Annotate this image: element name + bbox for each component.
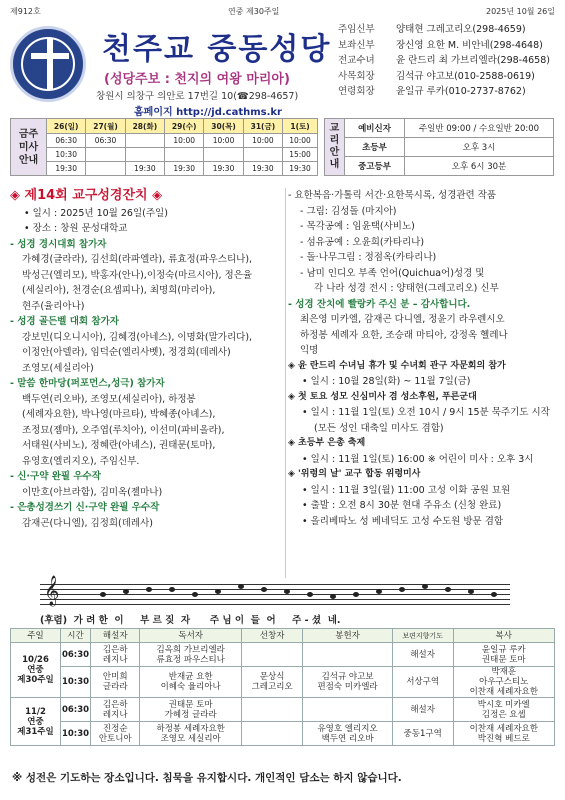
treble-clef-icon: 𝄞 xyxy=(44,576,60,606)
mass-day-header: 1(토) xyxy=(283,119,318,134)
mass-time-cell: 15:00 xyxy=(283,148,318,162)
right-line: 최은영 미카엘, 감재곤 다니엘, 정윤기 라우렌시오 xyxy=(300,314,505,325)
mass-time-cell: 19:30 xyxy=(283,162,318,176)
catechism-group: 중고등부 xyxy=(345,157,405,176)
music-note xyxy=(261,587,267,592)
music-note xyxy=(399,587,405,592)
roster-day: 10/26 연중 제30주일 xyxy=(11,643,61,698)
mass-time-cell: 19:30 xyxy=(125,162,164,176)
left-line: - 신·구약 완필 우수작 xyxy=(10,471,101,482)
left-line: - 말씀 한마당(퍼포먼스,성극) 참가자 xyxy=(10,378,165,389)
left-line: - 성경 경시대회 참가자 xyxy=(10,238,107,250)
roster-cell: 권태문 토마 가혜정 글라라 xyxy=(140,698,241,722)
right-line: • 일시 : 11월 3일(월) 11:00 고성 이화 공원 묘원 xyxy=(302,484,511,496)
music-note xyxy=(422,584,428,589)
left-line: 가혜경(글라라), 김선희(라파엘라), 류효정(파우스티나), xyxy=(22,254,253,265)
music-note xyxy=(169,587,175,592)
right-line: • 일시 : 11월 1일(토) 16:00 ※ 어린이 미사 : 오후 3시 xyxy=(302,453,534,465)
roster-cell: 하정봉 세례자요한 조영모 세실리아 xyxy=(140,722,241,746)
staff-role: 보좌신부 xyxy=(338,39,375,51)
staff-role: 주임신부 xyxy=(338,24,375,35)
music-note xyxy=(468,589,474,594)
right-line: - 그림: 김성돌 (마지아) xyxy=(300,205,397,217)
roster-cell xyxy=(241,643,302,667)
music-note xyxy=(376,589,382,594)
mass-time-cell xyxy=(86,148,125,162)
roster-time: 10:30 xyxy=(61,722,91,746)
roster-row xyxy=(11,698,555,722)
catechism-group: 예비신자 xyxy=(345,119,405,138)
music-note xyxy=(215,589,221,594)
roster-cell: 반재균 요한 이혜숙 율리아나 xyxy=(140,667,241,698)
roster-cell: 김석규 야고보 편점숙 미카엘라 xyxy=(303,667,392,698)
roster-cell: 유영호 엘리지오 백두연 리오바 xyxy=(303,722,392,746)
left-line: 서태원(사비노), 정혜란(아녜스), 권태문(토마), xyxy=(22,440,216,451)
left-line: 유영호(엘리지오), 주임신부. xyxy=(22,455,140,467)
music-note xyxy=(146,587,152,592)
mass-label: 금주 미사 안내 xyxy=(11,119,47,176)
mass-time-cell xyxy=(86,162,125,176)
mass-time-cell: 10:00 xyxy=(243,134,282,148)
staff-line xyxy=(40,584,510,585)
roster-time: 10:30 xyxy=(61,667,91,698)
staff-row xyxy=(338,84,558,100)
mass-time-cell: 06:30 xyxy=(47,134,86,148)
left-line: - 은총성경쓰기 신·구약 완필 우수작 xyxy=(10,502,160,513)
mass-row xyxy=(11,162,318,176)
column-divider xyxy=(285,188,286,578)
left-line: 감재곤(다니엘), 김정희(데레사) xyxy=(22,517,153,529)
staff-name: 윤 란드리 최 가브리엘라(298-4658) xyxy=(396,55,550,66)
staff-line xyxy=(40,589,510,590)
mass-day-header: 31(금) xyxy=(243,119,282,134)
roster-cell: 박재훈 아우구스티노 이찬재 세례자요한 xyxy=(453,667,554,698)
bulletin-date: 2025년 10월 26일 xyxy=(486,7,555,16)
roster-row xyxy=(11,722,555,746)
mass-day-header: 29(수) xyxy=(165,119,204,134)
issue-number: 제912호 xyxy=(10,7,41,16)
music-note xyxy=(445,587,451,592)
roster-cell: 중동1구역 xyxy=(392,722,453,746)
music-note xyxy=(284,589,290,594)
catechism-row xyxy=(325,157,554,176)
right-line: 익명 xyxy=(300,345,319,356)
mass-time-cell: 19:30 xyxy=(204,162,243,176)
staff-name: 장신영 요한 M. 비안네(298-4648) xyxy=(396,39,543,51)
music-note xyxy=(100,592,106,597)
mass-time-cell xyxy=(125,134,164,148)
right-line: ◈ '위령의 날' 교구 합동 위령미사 xyxy=(288,469,421,479)
mass-day-header: 27(월) xyxy=(86,119,125,134)
right-line: • 출발 : 오전 8시 30분 현대 주유소 (신청 완료) xyxy=(302,500,502,511)
music-note xyxy=(491,592,497,597)
mass-time-cell: 10:00 xyxy=(165,134,204,148)
mass-header-row xyxy=(11,119,318,134)
roster-cell xyxy=(241,722,302,746)
staff-role: 사목회장 xyxy=(338,70,375,82)
left-line: - 성경 골든벨 대회 참가자 xyxy=(10,316,119,327)
bulletin-header xyxy=(6,20,559,118)
catechism-label: 교 리 안 내 xyxy=(325,119,345,176)
roster-cell xyxy=(303,643,392,667)
catechism-time: 오후 3시 xyxy=(405,138,554,157)
left-line: 이정안(아델라), 임덕순(엘리사벳), 정경희(데레사) xyxy=(22,347,231,358)
mass-time-cell xyxy=(204,148,243,162)
right-line: ◈ 첫 토요 성모 신심미사 겸 성소후원, 푸른군대 xyxy=(288,391,477,402)
left-line: 박성근(엘리모), 박홍자(안나),이정숙(마르시아), 정은율 xyxy=(22,269,253,281)
liturgical-season: 연중 제30주일 xyxy=(228,7,280,16)
roster-cell: 김옥희 가브리엘라 류효정 파우스티나 xyxy=(140,643,241,667)
right-line: ◈ 초등부 은총 축제 xyxy=(288,438,366,448)
staff-line xyxy=(40,604,510,605)
music-score xyxy=(40,576,520,626)
footer-notice: ※ 성전은 기도하는 장소입니다. 침묵을 유지합시다. 개인적인 담소는 하지 않습니다. xyxy=(12,772,402,784)
right-line: 하정봉 세례자 요한, 조승래 마티아, 강정옥 헬레나 xyxy=(300,329,508,341)
catechism-group: 초등부 xyxy=(345,138,405,157)
left-line: 이만호(아브라함), 김미옥(젤마나) xyxy=(22,486,163,498)
roster-cell xyxy=(241,698,302,722)
roster-header: 시간 xyxy=(61,629,91,643)
staff-list xyxy=(338,22,558,100)
staff-line xyxy=(40,599,510,600)
left-line: • 장소 : 창원 문성대학교 xyxy=(24,223,128,234)
mass-time-cell: 19:30 xyxy=(243,162,282,176)
roster-cell: 김은하 레지나 xyxy=(91,643,140,667)
left-line: 조정묘(젬마), 오주엽(루치아), 이선미(파비올라), xyxy=(22,424,225,436)
left-line: 강보민(디오니시아), 김혜경(아네스), 이명화(말가리다), xyxy=(22,331,253,343)
roster-cell: 진정순 안토니아 xyxy=(91,722,140,746)
right-line: - 섬유공예 : 오윤희(카타리나) xyxy=(300,236,425,248)
roster-time: 06:30 xyxy=(61,698,91,722)
mass-time-cell: 19:30 xyxy=(165,162,204,176)
mass-time-cell: 06:30 xyxy=(86,134,125,148)
roster-day: 11/2 연중 제31주일 xyxy=(11,698,61,746)
roster-cell: 안미희 글라라 xyxy=(91,667,140,698)
cross-icon xyxy=(47,39,53,89)
mass-day-header: 28(화) xyxy=(125,119,164,134)
roster-header: 복사 xyxy=(453,629,554,643)
roster-cell xyxy=(303,698,392,722)
parish-address: 창원시 의창구 의안로 17번길 10(☎298-4657) xyxy=(96,91,299,102)
right-line: - 요한복음·가톨릭 서간·요한묵시록, 성경관련 작품 xyxy=(288,190,497,201)
parish-homepage[interactable]: 홈페이지 http://jd.cathms.kr xyxy=(134,107,282,118)
catechism-row xyxy=(325,138,554,157)
right-line: 각 나라 성경 전시 : 양태현(그레고리오) 신부 xyxy=(314,283,499,294)
mass-time-cell: 10:00 xyxy=(204,134,243,148)
catechism-row xyxy=(325,119,554,138)
mass-time-cell xyxy=(165,148,204,162)
mass-day-header: 26(일) xyxy=(47,119,86,134)
roster-header: 독서자 xyxy=(140,629,241,643)
cross-icon-bar xyxy=(31,53,69,59)
staff-row xyxy=(338,69,558,85)
right-line: - 목각공예 : 임윤택(사비노) xyxy=(300,221,415,232)
roster-row xyxy=(11,667,555,698)
left-line: (세례자요한), 박나영(마르타), 박혜종(아녜스), xyxy=(22,409,216,420)
music-note xyxy=(330,594,336,599)
music-note xyxy=(307,592,313,597)
roster-header: 해설자 xyxy=(91,629,140,643)
left-line: 현주(율리아나) xyxy=(22,300,85,312)
right-line: - 남미 인디오 부족 언어(Quichua어)성경 및 xyxy=(300,267,485,279)
staff-row xyxy=(338,53,558,69)
parish-subtitle: (성당주보 : 천지의 여왕 마리아) xyxy=(104,72,290,87)
right-line: - 성경 잔치에 빨랑카 주신 분 – 감사합니다. xyxy=(288,298,471,310)
roster-cell: 서상구역 xyxy=(392,667,453,698)
left-line: • 일시 : 2025년 10월 26일(주일) xyxy=(24,207,168,219)
left-column xyxy=(10,188,282,531)
left-line: 백두연(리오바), 조영모(세실리아), 하정봉 xyxy=(22,393,196,405)
mass-time-cell: 10:00 xyxy=(283,134,318,148)
roster-header-row xyxy=(11,629,555,643)
top-info-bar xyxy=(10,6,555,20)
parish-logo xyxy=(10,26,86,102)
left-line: ◈ 제14회 교구성경잔치 ◈ xyxy=(10,188,163,203)
staff-name: 양태현 그레고리오(298-4659) xyxy=(396,24,526,35)
right-line: • 일시 : 11월 1일(토) 오전 10시 / 9시 15분 묵주기도 시작 xyxy=(302,407,550,418)
staff-row xyxy=(338,22,558,38)
staff-name: 김석규 야고보(010-2588-0619) xyxy=(396,70,535,82)
roster-header: 봉헌자 xyxy=(303,629,392,643)
left-line: 조영모(세실리아) xyxy=(22,362,94,374)
roster-cell: 해설자 xyxy=(392,698,453,722)
staff-line xyxy=(40,594,510,595)
mass-schedule-table xyxy=(10,118,318,176)
roster-cell: 문상식 그레고리오 xyxy=(241,667,302,698)
music-note xyxy=(353,592,359,597)
parish-title: 천주교 중동성당 xyxy=(102,32,332,67)
mass-day-header: 30(목) xyxy=(204,119,243,134)
mass-row xyxy=(11,148,318,162)
roster-cell: 윤일규 루카 권태문 토마 xyxy=(453,643,554,667)
staff-role: 전교수녀 xyxy=(338,55,375,66)
staff-role: 연령회장 xyxy=(338,86,375,97)
ministry-roster-table xyxy=(10,628,555,746)
roster-cell: 해설자 xyxy=(392,643,453,667)
roster-cell: 김은하 레지나 xyxy=(91,698,140,722)
right-line: (모든 성인 대축일 미사도 겸함) xyxy=(314,422,444,434)
roster-row xyxy=(11,643,555,667)
roster-cell: 박시호 미카엘 김정은 요셉 xyxy=(453,698,554,722)
roster-header: 주일 xyxy=(11,629,61,643)
music-note xyxy=(238,584,244,589)
mass-time-cell: 10:30 xyxy=(47,148,86,162)
staff-row xyxy=(338,38,558,54)
mass-time-cell xyxy=(243,148,282,162)
roster-time: 06:30 xyxy=(61,643,91,667)
music-note xyxy=(192,592,198,597)
staff-name: 윤일규 루카(010-2737-8762) xyxy=(396,86,526,97)
right-line: ◈ 윤 란드리 수녀님 휴가 및 수녀회 관구 자문회의 참가 xyxy=(288,360,506,371)
music-note xyxy=(123,589,129,594)
roster-header: 보편지향기도 xyxy=(392,629,453,643)
roster-cell: 이찬재 세례자요한 박진혁 베드로 xyxy=(453,722,554,746)
mass-time-cell xyxy=(125,148,164,162)
mass-time-cell: 19:30 xyxy=(47,162,86,176)
catechism-schedule-table xyxy=(324,118,554,176)
catechism-time: 오후 6시 30분 xyxy=(405,157,554,176)
catechism-time: 주일반 09:00 / 수요일반 20:00 xyxy=(405,119,554,138)
right-line: • 올리베따노 성 베네딕도 고성 수도원 방문 겸함 xyxy=(302,515,504,527)
right-line: • 일시 : 10월 28일(화) ~ 11월 7일(금) xyxy=(302,376,471,387)
roster-header: 선창자 xyxy=(241,629,302,643)
music-lyric: (후렴) 가 려 한 이 부 르 짖 자 주 님 이 들 어 주 - 셨 네. xyxy=(40,615,341,626)
mass-row xyxy=(11,134,318,148)
right-column xyxy=(288,188,558,529)
left-line: (세실리아), 천경순(요셉피나), 최명희(마리아), xyxy=(22,285,216,296)
right-line: - 돌·나무그림 : 정점옥(카타리나) xyxy=(300,252,437,263)
